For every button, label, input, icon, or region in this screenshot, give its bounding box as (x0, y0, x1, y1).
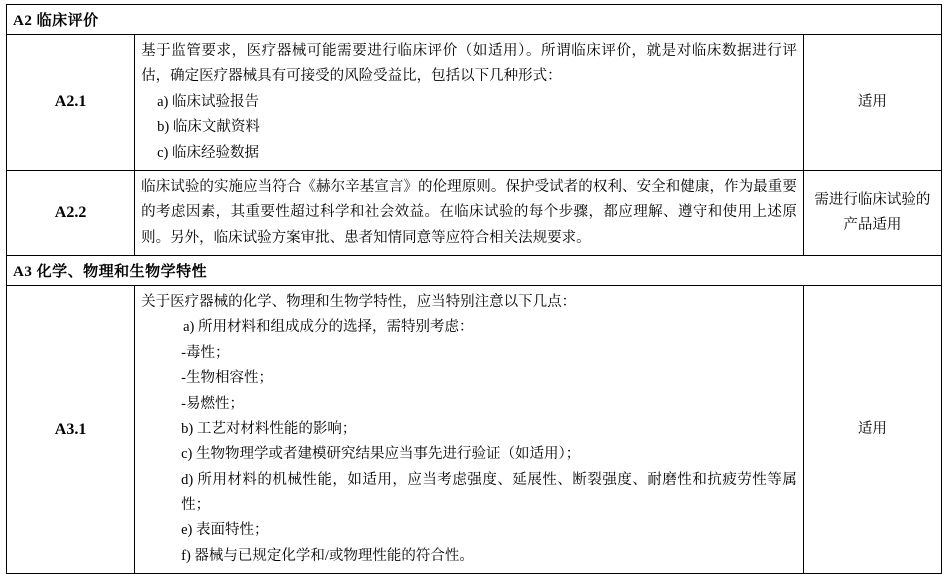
list-item: d) 所用材料的机械性能，如适用，应当考虑强度、延展性、断裂强度、耐磨性和抗疲劳性等属性； (181, 471, 797, 513)
row-id-a2-1: A2.1 (7, 35, 135, 171)
list-item: c) 临床经验数据 (157, 144, 260, 161)
row-applicability-a2-1: 适用 (803, 35, 941, 171)
list-item: -易燃性； (181, 395, 244, 412)
row-id-a3-1: A3.1 (7, 286, 135, 574)
row-id-a2-2: A2.2 (7, 170, 135, 255)
row-applicability-a3-1: 适用 (803, 286, 941, 574)
list-item: b) 临床文献资料 (157, 119, 260, 136)
table-row (7, 170, 942, 255)
list-item: f) 器械与已规定化学和/或物理性能的符合性。 (181, 547, 474, 564)
table-row (7, 286, 942, 574)
section-heading-a3: A3 化学、物理和生物学特性 (7, 256, 942, 286)
list-item: e) 表面特性； (181, 522, 269, 539)
list-item: -毒性； (181, 344, 230, 361)
row-body-a2-1 (135, 35, 804, 171)
paragraph: 临床试验的实施应当符合《赫尔辛基宣言》的伦理原则。保护受试者的权利、安全和健康，作为最重要的考虑因素，其重要性超过科学和社会效益。在临床试验的每个步骤，都应理解、遵守和使用上述原则。另外，临床试验方案审批、患者知情同意等应符合相关法规要求。 (141, 178, 797, 246)
paragraph: 关于医疗器械的化学、物理和生物学特性，应当特别注意以下几点： (141, 294, 577, 310)
row-body-a3-1 (135, 286, 804, 574)
paragraph: 基于监管要求，医疗器械可能需要进行临床评价（如适用）。所谓临床评价，就是对临床数据进行评估，确定医疗器械具有可接受的风险受益比，包括以下几种形式： (141, 43, 797, 85)
list-item: b) 工艺对材料性能的影响； (181, 420, 357, 437)
section-heading-a2: A2 临床评价 (7, 5, 942, 35)
table-row (7, 35, 942, 171)
section-heading-row (7, 5, 942, 35)
row-body-a2-2 (135, 170, 804, 255)
list-item: a) 临床试验报告 (157, 93, 260, 110)
section-heading-row (7, 256, 942, 286)
list-item: c) 生物物理学或者建模研究结果应当事先进行验证（如适用）； (181, 446, 581, 463)
requirements-table (6, 4, 942, 574)
row-applicability-a2-2: 需进行临床试验的产品适用 (803, 170, 941, 255)
list-item: -生物相容性； (181, 370, 273, 387)
list-item: a) 所用材料和组成成分的选择，需特别考虑： (183, 319, 474, 336)
